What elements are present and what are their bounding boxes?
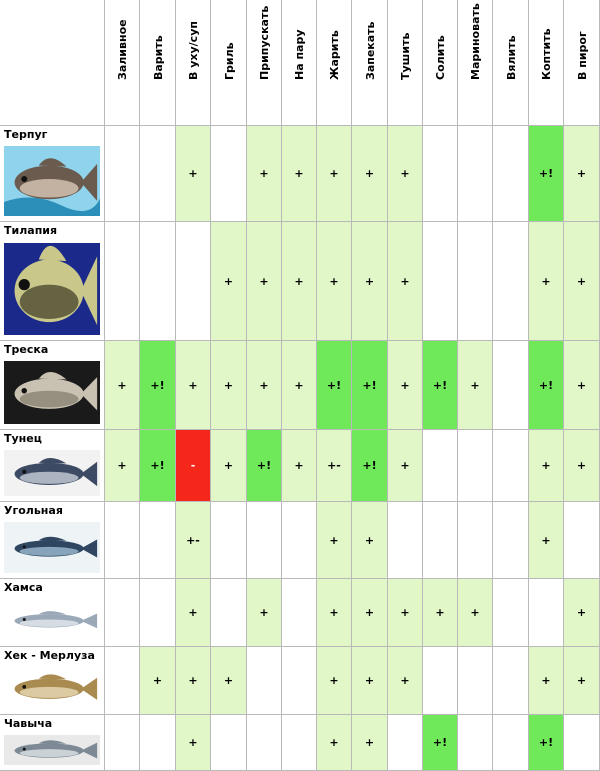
table-cell: + [247, 126, 282, 222]
table-cell: + [352, 502, 388, 579]
table-cell [211, 126, 247, 222]
table-cell [458, 715, 493, 771]
table-cell [458, 126, 493, 222]
table-cell [388, 715, 423, 771]
table-cell: + [352, 647, 388, 715]
table-cell [493, 647, 529, 715]
table-cell: + [388, 126, 423, 222]
table-cell [140, 579, 176, 647]
table-cell: +! [140, 341, 176, 430]
column-header [247, 0, 282, 126]
table-cell: + [105, 430, 140, 502]
table-cell [282, 502, 317, 579]
table-cell [388, 502, 423, 579]
column-header [458, 0, 493, 126]
fish-row-header [0, 430, 105, 502]
table-cell: + [564, 647, 600, 715]
table-cell [211, 579, 247, 647]
table-cell [493, 579, 529, 647]
table-cell: + [529, 222, 564, 341]
column-header [282, 0, 317, 126]
table-cell: + [564, 341, 600, 430]
cod-fish-photo [4, 361, 100, 424]
table-cell: + [352, 715, 388, 771]
column-header-label: Тушить [399, 32, 412, 80]
table-cell [282, 715, 317, 771]
table-cell: +! [423, 341, 458, 430]
table-cell: + [211, 341, 247, 430]
table-cell: + [564, 430, 600, 502]
fish-row-header [0, 647, 105, 715]
header-corner [0, 0, 105, 126]
fish-row-header [0, 341, 105, 430]
table-cell [423, 126, 458, 222]
table-cell [458, 502, 493, 579]
tuna-fish-photo [4, 450, 100, 496]
table-cell: + [176, 341, 211, 430]
table-cell: + [211, 222, 247, 341]
table-cell [140, 502, 176, 579]
table-cell: +! [247, 430, 282, 502]
table-cell: + [176, 715, 211, 771]
table-cell: + [317, 579, 352, 647]
fish-name: Угольная [4, 504, 63, 517]
table-cell [247, 647, 282, 715]
column-header-label: Заливное [116, 19, 129, 80]
table-cell: + [317, 715, 352, 771]
table-cell [105, 222, 140, 341]
fish-row-header [0, 222, 105, 341]
table-cell: + [388, 341, 423, 430]
table-cell: + [564, 579, 600, 647]
table-cell [247, 715, 282, 771]
table-cell [458, 647, 493, 715]
table-cell [493, 430, 529, 502]
column-header-label: Запекать [363, 21, 377, 80]
table-cell: + [352, 126, 388, 222]
table-cell: +! [423, 715, 458, 771]
table-cell: + [317, 126, 352, 222]
table-cell [211, 715, 247, 771]
fish-row-header [0, 715, 105, 771]
column-header-label: Варить [151, 35, 165, 80]
table-cell: + [176, 647, 211, 715]
table-cell: + [529, 502, 564, 579]
tilapia-fish-photo [4, 243, 100, 335]
table-cell [493, 126, 529, 222]
table-cell: + [458, 341, 493, 430]
table-cell [493, 222, 529, 341]
table-cell: + [282, 430, 317, 502]
table-cell [140, 126, 176, 222]
table-cell: +! [352, 341, 388, 430]
column-header-label: На пару [293, 29, 306, 80]
table-cell: + [529, 430, 564, 502]
table-cell: + [282, 341, 317, 430]
fish-name: Хек - Мерлуза [4, 649, 95, 662]
fish-name: Тилапия [4, 224, 58, 237]
table-cell [493, 502, 529, 579]
table-cell [423, 502, 458, 579]
table-cell [423, 222, 458, 341]
table-cell [105, 126, 140, 222]
table-cell: + [247, 579, 282, 647]
table-cell: + [529, 647, 564, 715]
column-header [423, 0, 458, 126]
table-cell: +! [529, 341, 564, 430]
table-cell [564, 715, 600, 771]
table-cell [211, 502, 247, 579]
column-header [564, 0, 600, 126]
table-cell [105, 715, 140, 771]
greenling-fish-photo [4, 146, 100, 216]
table-cell: + [282, 126, 317, 222]
table-cell: +! [317, 341, 352, 430]
fish-name: Хамса [4, 581, 43, 594]
table-cell [105, 647, 140, 715]
column-header-label: Коптить [540, 28, 553, 80]
table-cell: + [388, 647, 423, 715]
table-cell: +- [317, 430, 352, 502]
table-cell [105, 579, 140, 647]
column-header-label: Гриль [222, 42, 236, 80]
column-header [211, 0, 247, 126]
table-cell [564, 502, 600, 579]
table-cell: + [247, 341, 282, 430]
table-cell [493, 341, 529, 430]
fish-row-header [0, 502, 105, 579]
fish-row-header [0, 126, 105, 222]
table-cell: + [176, 579, 211, 647]
table-cell [176, 222, 211, 341]
table-cell: +! [140, 430, 176, 502]
anchovy-fish-photo [4, 599, 100, 641]
table-cell: + [140, 647, 176, 715]
table-cell [247, 502, 282, 579]
table-cell: +- [176, 502, 211, 579]
table-cell [140, 222, 176, 341]
column-header-label: Вялить [504, 35, 518, 80]
column-header [388, 0, 423, 126]
chinook-salmon-fish-photo [4, 735, 100, 765]
column-header-label: Припускать [258, 5, 271, 80]
table-cell: + [352, 579, 388, 647]
table-cell: + [388, 430, 423, 502]
table-cell: + [352, 222, 388, 341]
table-cell: + [211, 430, 247, 502]
column-header-label: В пирог [575, 31, 589, 80]
table-cell: + [458, 579, 493, 647]
table-cell: + [388, 579, 423, 647]
table-cell [458, 222, 493, 341]
table-cell [140, 715, 176, 771]
column-header [317, 0, 352, 126]
table-cell: - [176, 430, 211, 502]
table-cell: + [388, 222, 423, 341]
table-cell: + [317, 222, 352, 341]
table-cell: + [423, 579, 458, 647]
fish-name: Терпуг [4, 128, 48, 141]
table-cell [458, 430, 493, 502]
column-header [176, 0, 211, 126]
table-cell: + [317, 502, 352, 579]
column-header [529, 0, 564, 126]
table-cell: + [176, 126, 211, 222]
column-header [352, 0, 388, 126]
table-cell: + [211, 647, 247, 715]
table-cell [493, 715, 529, 771]
table-cell: + [564, 126, 600, 222]
column-header-label: Жарить [328, 30, 341, 80]
table-cell: + [105, 341, 140, 430]
fish-row-header [0, 579, 105, 647]
fish-name: Чавыча [4, 717, 53, 730]
table-cell: +! [529, 126, 564, 222]
column-header-label: В уху/суп [187, 21, 200, 80]
table-cell [529, 579, 564, 647]
table-cell: +! [352, 430, 388, 502]
table-cell: + [317, 647, 352, 715]
fish-name: Треска [4, 343, 49, 356]
table-cell [423, 430, 458, 502]
table-cell: + [564, 222, 600, 341]
table-cell [423, 647, 458, 715]
table-cell: + [282, 222, 317, 341]
table-cell: +! [529, 715, 564, 771]
fish-name: Тунец [4, 432, 42, 445]
column-header-label: Мариновать [469, 3, 482, 80]
sablefish-fish-photo [4, 522, 100, 573]
table-cell [282, 579, 317, 647]
column-header [493, 0, 529, 126]
table-cell: + [247, 222, 282, 341]
table-cell [282, 647, 317, 715]
table-cell [105, 502, 140, 579]
column-header [140, 0, 176, 126]
column-header [105, 0, 140, 126]
column-header-label: Солить [434, 35, 447, 80]
hake-fish-photo [4, 667, 100, 709]
